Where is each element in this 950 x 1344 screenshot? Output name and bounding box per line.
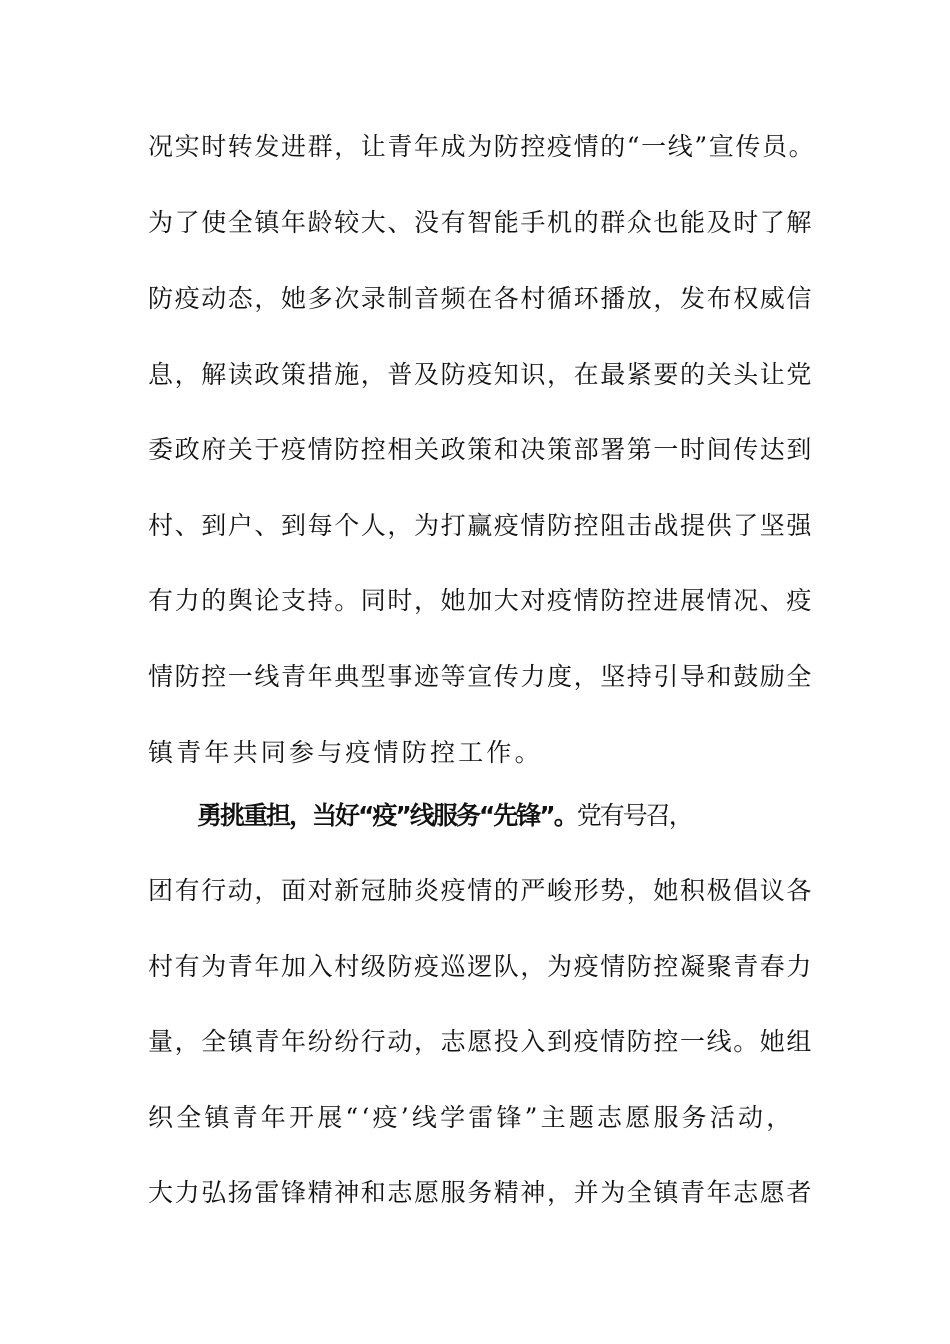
paragraph-line: 防疫动态，她多次录制音频在各村循环播放，发布权威信 bbox=[148, 284, 814, 313]
paragraph-first-line bbox=[197, 796, 857, 836]
paragraph-line: 量，全镇青年纷纷行动，志愿投入到疫情防控一线。她组 bbox=[148, 1027, 814, 1056]
paragraph-line: 情防控一线青年典型事迹等宣传力度，坚持引导和鼓励全 bbox=[148, 662, 814, 691]
paragraph-line: 村有为青年加入村级防疫巡逻队，为疫情防控凝聚青春力 bbox=[148, 952, 814, 981]
paragraph-line: 为了使全镇年龄较大、没有智能手机的群众也能及时了解 bbox=[148, 208, 814, 237]
section-heading: 勇挑重担，当好“疫”线服务“先锋”。 bbox=[197, 801, 577, 830]
paragraph-line: 团有行动，面对新冠肺炎疫情的严峻形势，她积极倡议各 bbox=[148, 876, 814, 905]
paragraph-line: 村、到户、到每个人，为打赢疫情防控阻击战提供了坚强 bbox=[148, 511, 814, 540]
paragraph-line: 委政府关于疫情防控相关政策和决策部署第一时间传达到 bbox=[148, 435, 814, 464]
paragraph-line: 镇青年共同参与疫情防控工作。 bbox=[148, 738, 543, 767]
paragraph-text: 党有号召， bbox=[576, 801, 692, 830]
paragraph-line: 织全镇青年开展“‘疫’线学雷锋”主题志愿服务活动， bbox=[148, 1103, 795, 1132]
paragraph-line: 有力的舆论支持。同时，她加大对疫情防控进展情况、疫 bbox=[148, 586, 814, 615]
paragraph-line: 况实时转发进群，让青年成为防控疫情的“一线”宣传员。 bbox=[148, 132, 816, 161]
paragraph-line: 大力弘扬雷锋精神和志愿服务精神，并为全镇青年志愿者 bbox=[148, 1178, 814, 1207]
paragraph-line: 息，解读政策措施，普及防疫知识，在最紧要的关头让党 bbox=[148, 360, 814, 389]
